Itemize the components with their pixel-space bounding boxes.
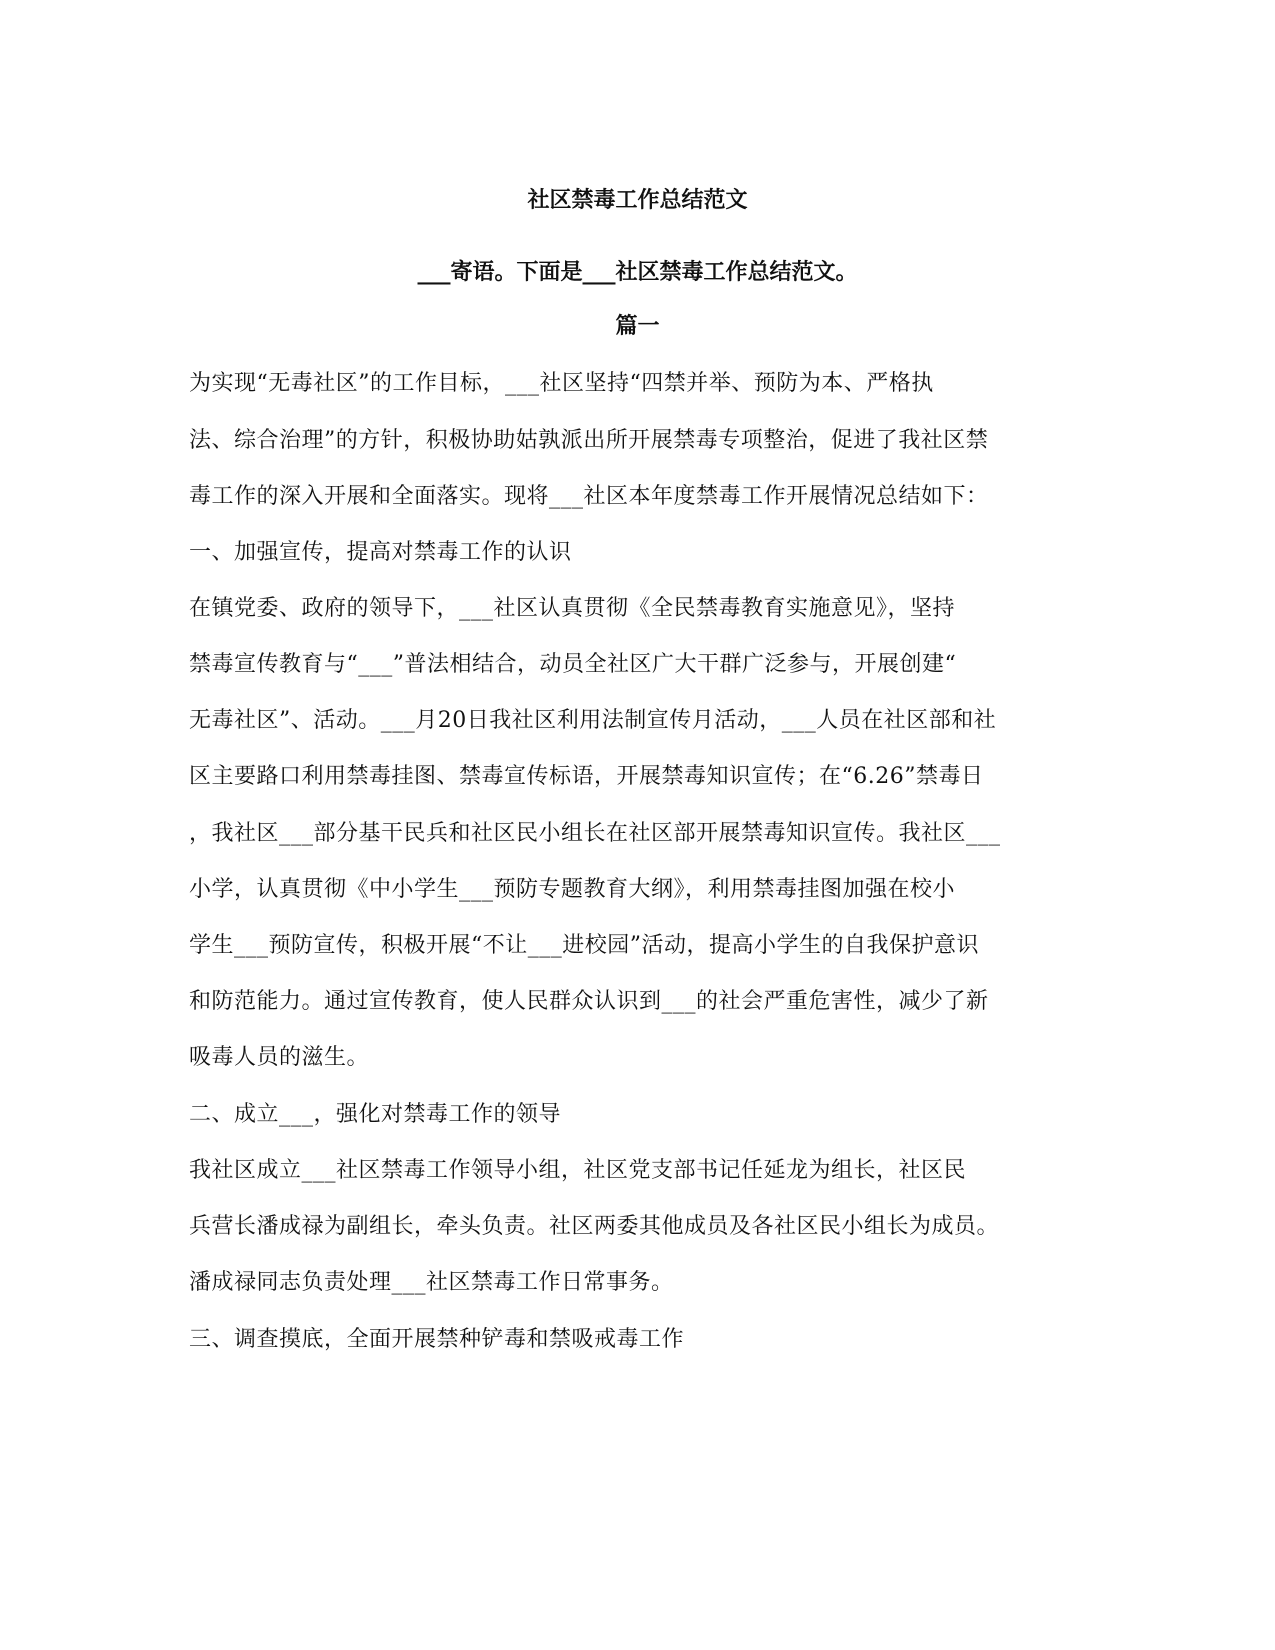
section-title: 篇一 — [615, 313, 660, 339]
paragraph-line: 吸毒人员的滋生。 — [189, 1045, 370, 1070]
paragraph-line: 小学，认真贯彻《中小学生___预防专题教育大纲》，利用禁毒挂图加强在校小 — [189, 877, 956, 902]
section-heading: 二、成立___，强化对禁毒工作的领导 — [189, 1102, 562, 1127]
paragraph-line: 我社区成立___社区禁毒工作领导小组，社区党支部书记任延龙为组长，社区民 — [189, 1158, 967, 1183]
paragraph-line: 潘成禄同志负责处理___社区禁毒工作日常事务。 — [189, 1270, 674, 1295]
paragraph-line: 禁毒宣传教育与“___”普法相结合，动员全社区广大干群广泛参与，开展创建“ — [189, 652, 957, 677]
paragraph-line: 为实现“无毒社区”的工作目标，___社区坚持“四禁并举、预防为本、严格执 — [189, 371, 934, 396]
section-heading: 三、调查摸底，全面开展禁种铲毒和禁吸戒毒工作 — [189, 1327, 685, 1352]
document-subtitle: ___寄语。下面是___社区禁毒工作总结范文。 — [417, 259, 858, 285]
paragraph-line: 法、综合治理”的方针，积极协助姑孰派出所开展禁毒专项整治，促进了我社区禁 — [189, 428, 989, 453]
paragraph-line: 无毒社区”、活动。___月20日我社区利用法制宣传月活动，___人员在社区部和社 — [189, 708, 997, 733]
paragraph-line: 区主要路口利用禁毒挂图、禁毒宣传标语，开展禁毒知识宣传；在“6.26”禁毒日 — [189, 764, 984, 789]
document-title: 社区禁毒工作总结范文 — [527, 187, 748, 213]
paragraph-line: ，我社区___部分基干民兵和社区民小组长在社区部开展禁毒知识宣传。我社区___ — [189, 821, 1001, 846]
section-heading: 一、加强宣传，提高对禁毒工作的认识 — [189, 540, 572, 565]
paragraph-line: 在镇党委、政府的领导下，___社区认真贯彻《全民禁毒教育实施意见》，坚持 — [189, 596, 956, 621]
paragraph-line: 毒工作的深入开展和全面落实。现将___社区本年度禁毒工作开展情况总结如下： — [189, 484, 989, 509]
paragraph-line: 兵营长潘成禄为副组长，牵头负责。社区两委其他成员及各社区民小组长为成员。 — [189, 1214, 1000, 1239]
paragraph-line: 和防范能力。通过宣传教育，使人民群众认识到___的社会严重危害性，减少了新 — [189, 989, 989, 1014]
paragraph-line: 学生___预防宣传，积极开展“不让___进校园”活动，提高小学生的自我保护意识 — [189, 933, 979, 958]
